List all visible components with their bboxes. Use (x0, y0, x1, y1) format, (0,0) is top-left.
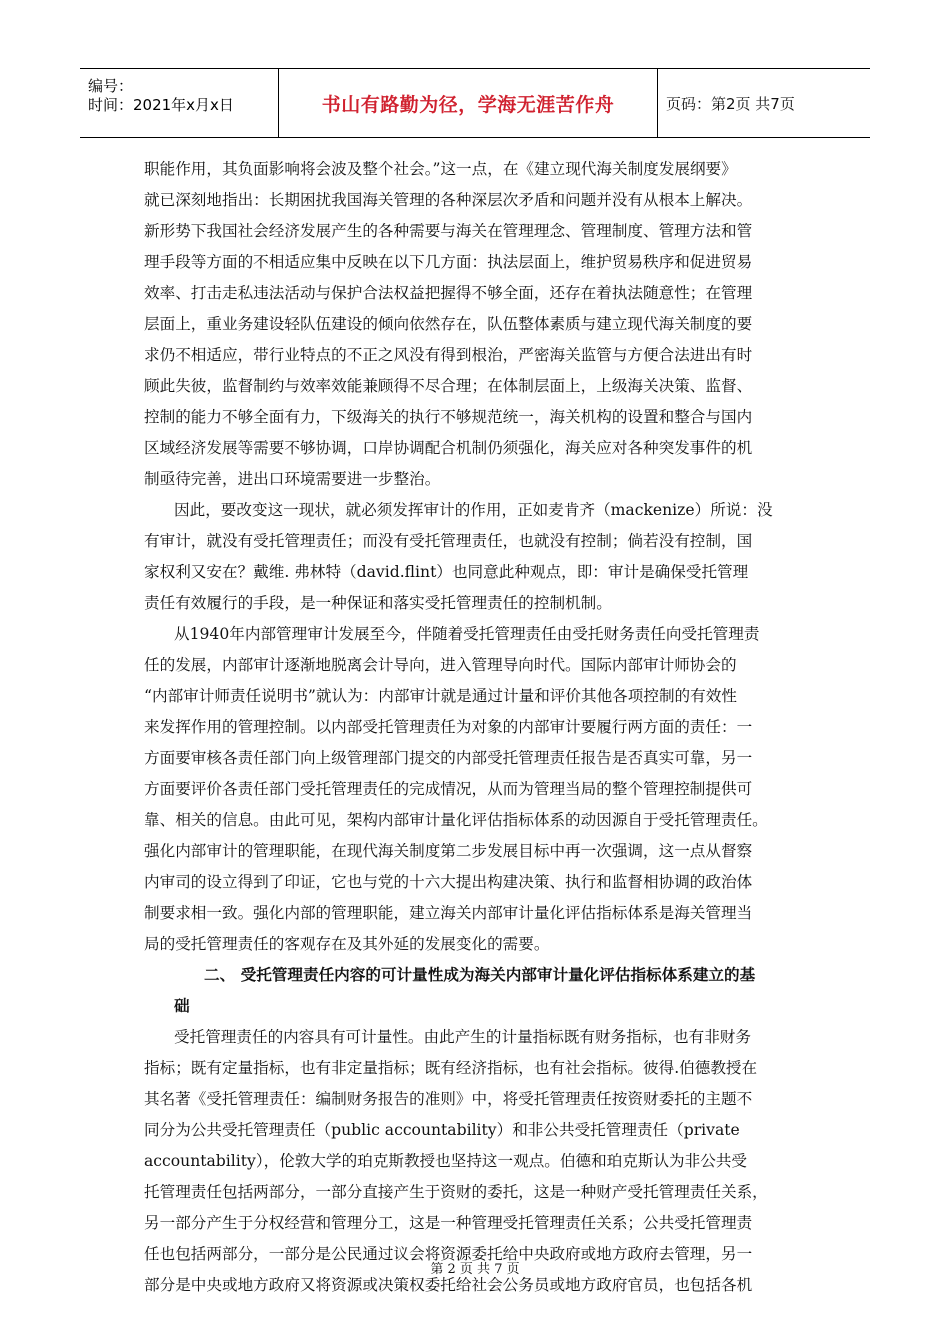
text-line: 同分为公共受托管理责任（public accountability）和非公共受托管理责任（private (144, 1121, 740, 1139)
text-line: 指标；既有定量指标，也有非定量指标；既有经济指标，也有社会指标。彼得.伯德教授在 (144, 1059, 758, 1077)
text-line: 其名著《受托管理责任：编制财务报告的准则》中，将受托管理责任按资财委托的主题不 (144, 1090, 753, 1108)
header-motto-cell (279, 69, 658, 137)
text-line: 就已深刻地指出：长期困扰我国海关管理的各种深层次矛盾和问题并没有从根本上解决。 (144, 191, 753, 209)
text-line: 层面上，重业务建设轻队伍建设的倾向依然存在，队伍整体素质与建立现代海关制度的要 (144, 315, 753, 333)
text-line: 部分是中央或地方政府又将资源或决策权委托给社会公务员或地方政府官员，也包括各机 (144, 1276, 753, 1294)
text-line: 顾此失彼，监督制约与效率效能兼顾得不尽合理；在体制层面上，上级海关决策、监督、 (144, 377, 753, 395)
text-line: 内审司的设立得到了印证，它也与党的十六大提出构建决策、执行和监督相协调的政治体 (144, 873, 753, 891)
text-line: 方面要评价各责任部门受托管理责任的完成情况，从而为管理当局的整个管理控制提供可 (144, 780, 753, 798)
text-line: 有审计，就没有受托管理责任；而没有受托管理责任，也就没有控制；倘若没有控制，国 (144, 532, 753, 550)
text-line: 区域经济发展等需要不够协调，口岸协调配合机制仍须强化，海关应对各种突发事件的机 (144, 439, 753, 457)
header-motto: 书山有路勤为径，学海无涯苦作舟 (321, 93, 615, 116)
text-line: 职能作用，其负面影响将会波及整个社会。”这一点，在《建立现代海关制度发展纲要》 (144, 160, 737, 178)
document-time-label: 时间：2021年x月x日 (88, 96, 234, 114)
text-line: 控制的能力不够全面有力，下级海关的执行不够规范统一，海关机构的设置和整合与国内 (144, 408, 753, 426)
text-line: “内部审计师责任说明书”就认为：内部审计就是通过计量和评价其他各项控制的有效性 (144, 687, 737, 705)
text-line: 方面要审核各责任部门向上级管理部门提交的内部受托管理责任报告是否真实可靠，另一 (144, 749, 753, 767)
body-text (144, 154, 820, 1301)
page-footer: 第 2 页 共 7 页 (430, 1262, 520, 1277)
page-header (80, 68, 870, 138)
text-line: 责任有效履行的手段，是一种保证和落实受托管理责任的控制机制。 (144, 594, 612, 612)
text-line: 任的发展，内部审计逐渐地脱离会计导向，进入管理导向时代。国际内部审计师协会的 (144, 656, 737, 674)
text-line: 新形势下我国社会经济发展产生的各种需要与海关在管理理念、管理制度、管理方法和管 (144, 222, 753, 240)
text-line: 托管理责任包括两部分，一部分直接产生于资财的委托，这是一种财产受托管理责任关系， (144, 1183, 768, 1201)
text-line: 家权利又安在？戴维. 弗林特（david.flint）也同意此种观点，即：审计是确保受托管理 (144, 563, 749, 581)
text-line: 从1940年内部管理审计发展至今，伴随着受托管理责任由受托财务责任向受托管理责 (174, 625, 760, 643)
text-line: 另一部分产生于分权经营和管理分工，这是一种管理受托管理责任关系；公共受托管理责 (144, 1214, 753, 1232)
text-line: 任也包括两部分，一部分是公民通过议会将资源委托给中央政府或地方政府去管理，另一 (144, 1245, 753, 1263)
header-page-cell (658, 69, 870, 137)
text-line: 靠、相关的信息。由此可见，架构内部审计量化评估指标体系的动因源自于受托管理责任。 (144, 811, 768, 829)
text-line: 求仍不相适应，带行业特点的不正之风没有得到根治，严密海关监管与方便合法进出有时 (144, 346, 753, 364)
section-heading: 二、 受托管理责任内容的可计量性成为海关内部审计量化评估指标体系建立的基 (204, 966, 756, 984)
text-line: 局的受托管理责任的客观存在及其外延的发展变化的需要。 (144, 935, 550, 953)
text-line: 效率、打击走私违法活动与保护合法权益把握得不够全面，还存在着执法随意性；在管理 (144, 284, 753, 302)
document-number-label: 编号： (88, 77, 134, 95)
text-line: 制亟待完善，进出口环境需要进一步整治。 (144, 470, 441, 488)
text-line: 受托管理责任的内容具有可计量性。由此产生的计量指标既有财务指标，也有非财务 (174, 1028, 751, 1046)
text-line: 来发挥作用的管理控制。以内部受托管理责任为对象的内部审计要履行两方面的责任：一 (144, 718, 753, 736)
text-line: accountability），伦敦大学的珀克斯教授也坚持这一观点。伯德和珀克斯认为非公共受 (144, 1152, 748, 1170)
text-line: 强化内部审计的管理职能，在现代海关制度第二步发展目标中再一次强调，这一点从督察 (144, 842, 753, 860)
text-line: 因此，要改变这一现状，就必须发挥审计的作用，正如麦肯齐（mackenize）所说：没 (174, 501, 773, 519)
header-page-number: 页码：第2页 共7页 (666, 94, 795, 113)
text-line: 制要求相一致。强化内部的管理职能，建立海关内部审计量化评估指标体系是海关管理当 (144, 904, 753, 922)
text-line: 理手段等方面的不相适应集中反映在以下几方面：执法层面上，维护贸易秩序和促进贸易 (144, 253, 753, 271)
section-heading-continued: 础 (174, 997, 190, 1015)
header-info-cell (80, 69, 279, 137)
